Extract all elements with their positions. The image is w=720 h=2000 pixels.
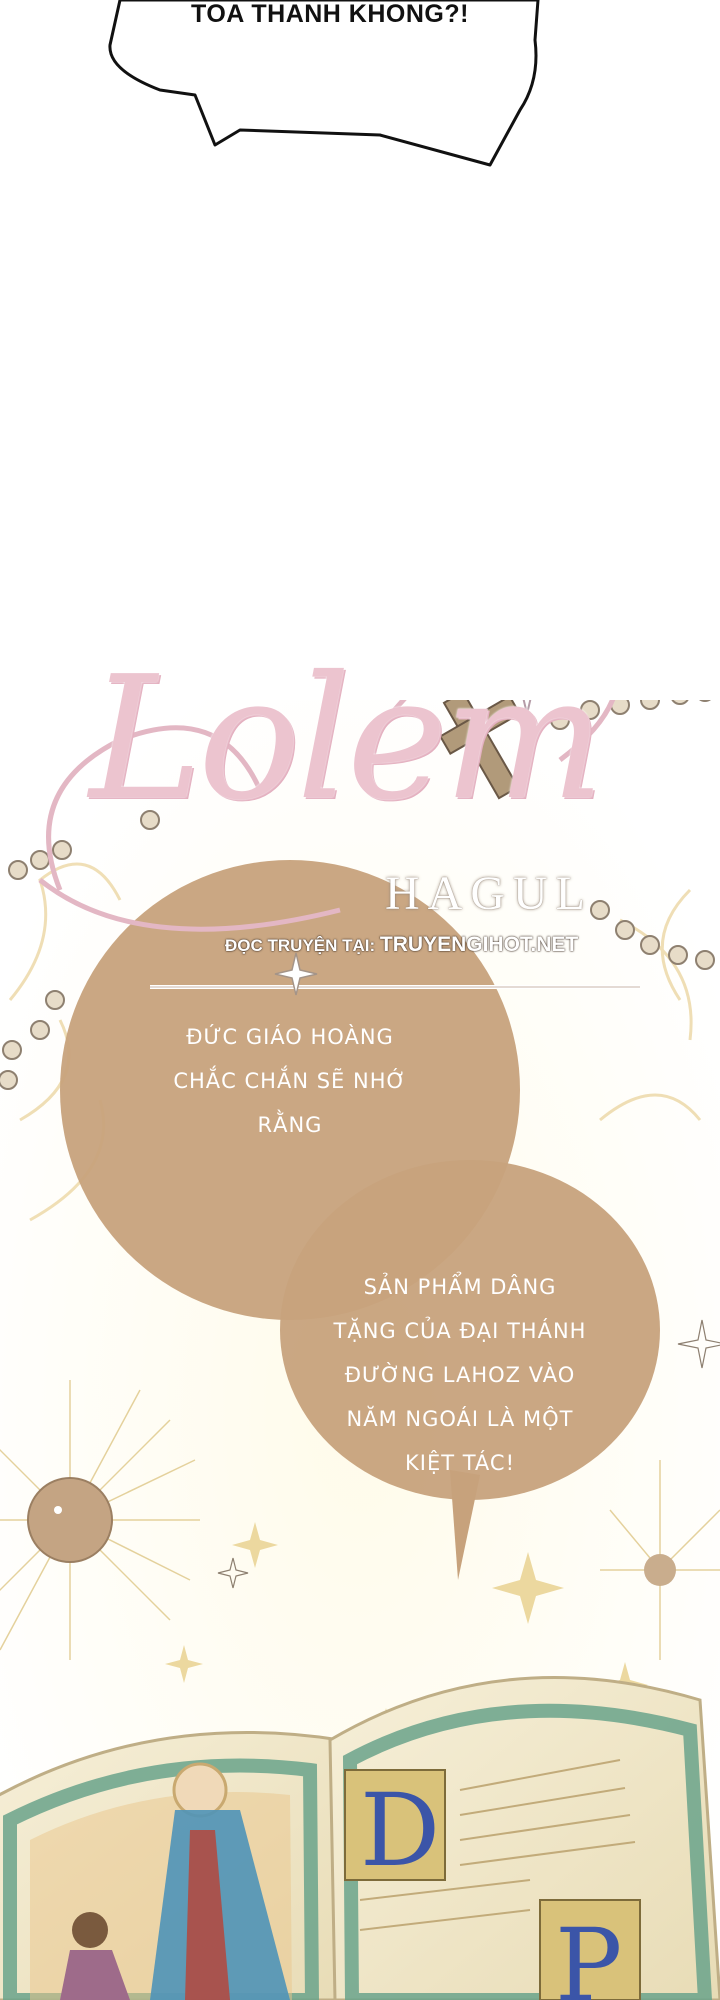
watermark-prefix: ĐỌC TRUYỆN TẠI:	[225, 936, 376, 955]
illuminated-letter-p: P	[555, 1907, 623, 2000]
bubble-line: ĐƯỜNG LAHOZ VÀO	[344, 1363, 576, 1387]
logo-script-title: Lolem	[89, 640, 601, 838]
bubble-line: TẶNG CỦA ĐẠI THÁNH	[333, 1319, 587, 1343]
watermark	[225, 933, 645, 957]
illuminated-letter-d: D	[360, 1772, 441, 1889]
speech-bubble-2-text	[290, 1265, 630, 1485]
sun-disc	[28, 1478, 112, 1562]
bubble-line: RẰNG	[257, 1113, 323, 1137]
watermark-site: TRUYENGIHOT.NET	[379, 933, 579, 956]
speech-bubble-1-text	[120, 1015, 460, 1147]
bubble-line: CHẮC CHẮN SẼ NHỚ	[173, 1069, 407, 1093]
bubble-line: ĐỨC GIÁO HOÀNG	[186, 1025, 394, 1049]
bubble-line: KIỆT TÁC!	[404, 1451, 515, 1475]
logo-subtitle: HAGUL	[385, 867, 593, 920]
top-bubble-text: TOA THANH KHONG?!	[191, 0, 469, 28]
bubble-line: SẢN PHẨM DÂNG	[363, 1275, 557, 1299]
bubble-line: NĂM NGOÁI LÀ MỘT	[346, 1407, 574, 1431]
